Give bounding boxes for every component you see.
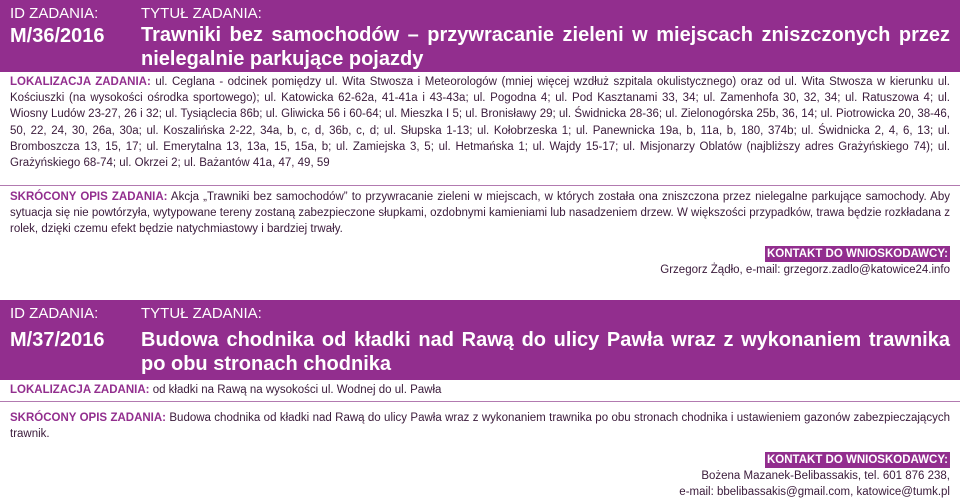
location-label: LOKALIZACJA ZADANIA: [10, 76, 151, 88]
contact-block [679, 452, 950, 500]
task-header [0, 0, 960, 72]
description-block [10, 410, 950, 442]
id-label: ID ZADANIA: [10, 305, 99, 322]
description-text: Akcja „Trawniki bez samochodów” to przywracanie zieleni w miejscach, w których została ona zniszczona przez nielegalne parkujące samochody. Aby sytuacja się nie powtórzyła, wytypowane tereny zostaną zabezpieczone słupkami, ozdobnymi kamieniami lub nasadzeniem drzew. W większości przypadków, trawa będzie rozkładana z rolek, dzięki czemu efekt będzie natychmiastowy i bardziej trwały. [10, 191, 950, 236]
contact-line: e-mail: bbelibassakis@gmail.com, katowice@tumk.pl [679, 486, 950, 498]
description-text: Budowa chodnika od kładki nad Rawą do ulicy Pawła wraz z wykonaniem trawnika po obu stronach chodnika i ustawieniem gazonów zabezpieczających trawnik. [10, 412, 950, 441]
id-label: ID ZADANIA: [10, 5, 99, 22]
contact-line: Grzegorz Żądło, e-mail: grzegorz.zadlo@katowice24.info [660, 264, 950, 276]
description-block [10, 189, 950, 238]
contact-block [660, 246, 950, 278]
task-id: M/36/2016 [10, 25, 105, 47]
task-id: M/37/2016 [10, 329, 105, 351]
contact-line: Bożena Mazanek-Belibassakis, tel. 601 876 238, [701, 470, 950, 482]
description-label: SKRÓCONY OPIS ZADANIA: [10, 191, 168, 203]
task-title: Trawniki bez samochodów – przywracanie zieleni w miejscach zniszczonych przez nielegalnie parkujące pojazdy [141, 24, 950, 70]
title-label: TYTUŁ ZADANIA: [141, 5, 262, 22]
location-text: ul. Ceglana - odcinek pomiędzy ul. Wita Stwosza i Meteorologów (mniej więcej wzdłuż szpitala okulistycznego) oraz od ul. Wita Stwosza w kierunku ul. Kościuszki (na wysokości ośrodka sportowego); ul. Katowicka 62-62a, 41-41a i 43-43a; ul. Pogodna 4; ul. Pod Kasztanami 33, 34; ul. Zamenhofa 30, 32, 34; ul. Ratuszowa 4; ul. Wiosny Ludów 23-27, 26 i 32; ul. Tysiąclecia 86b; ul. Gliwicka 56 i 60-64; ul. Mieszka I 5; ul. Bronisławy 29; ul. Świdnicka 28-36; ul. Zielonogórska 25b, 36, 14; ul. Piotrowicka 20, 38-46, 50, 22, 24, 30, 26a, 30a; ul. Koszalińska 2-22, 34a, b, c, d, 36b, c, d; ul. Słupska 1-13; ul. Kołobrzeska 1; ul. Panewnicka 19a, b, 11a, b, 180, 374b; ul. Świdnicka 2, 4, 6, 13; ul. Bromboszcza 13, 15, 17; ul. Emerytalna 13, 13a, 15, 15a, b; ul. Zamiejska 3, 5; ul. Hetmańska 1; ul. Wajdy 15-17; ul. Misjonarzy Oblatów (najbliższy adres Grażyńskiego 74); ul. Grażyńskiego 68-74; ul. Okrzei 2; ul. Bażantów 41a, 47, 49, 59 [10, 76, 950, 170]
description-label: SKRÓCONY OPIS ZADANIA: [10, 412, 167, 424]
location-block [10, 74, 950, 171]
task-header [0, 300, 960, 380]
divider [0, 185, 960, 186]
location-label: LOKALIZACJA ZADANIA: [10, 384, 150, 396]
location-text: od kładki na Rawą na wysokości ul. Wodnej do ul. Pawła [152, 384, 442, 396]
task-title: Budowa chodnika od kładki nad Rawą do ulicy Pawła wraz z wykonaniem trawnika po obu stronach chodnika [141, 329, 950, 375]
title-label: TYTUŁ ZADANIA: [141, 305, 262, 322]
contact-label: KONTAKT DO WNIOSKODAWCY: [766, 248, 948, 260]
contact-label: KONTAKT DO WNIOSKODAWCY: [766, 454, 948, 466]
location-block [10, 382, 950, 398]
divider [0, 401, 960, 402]
